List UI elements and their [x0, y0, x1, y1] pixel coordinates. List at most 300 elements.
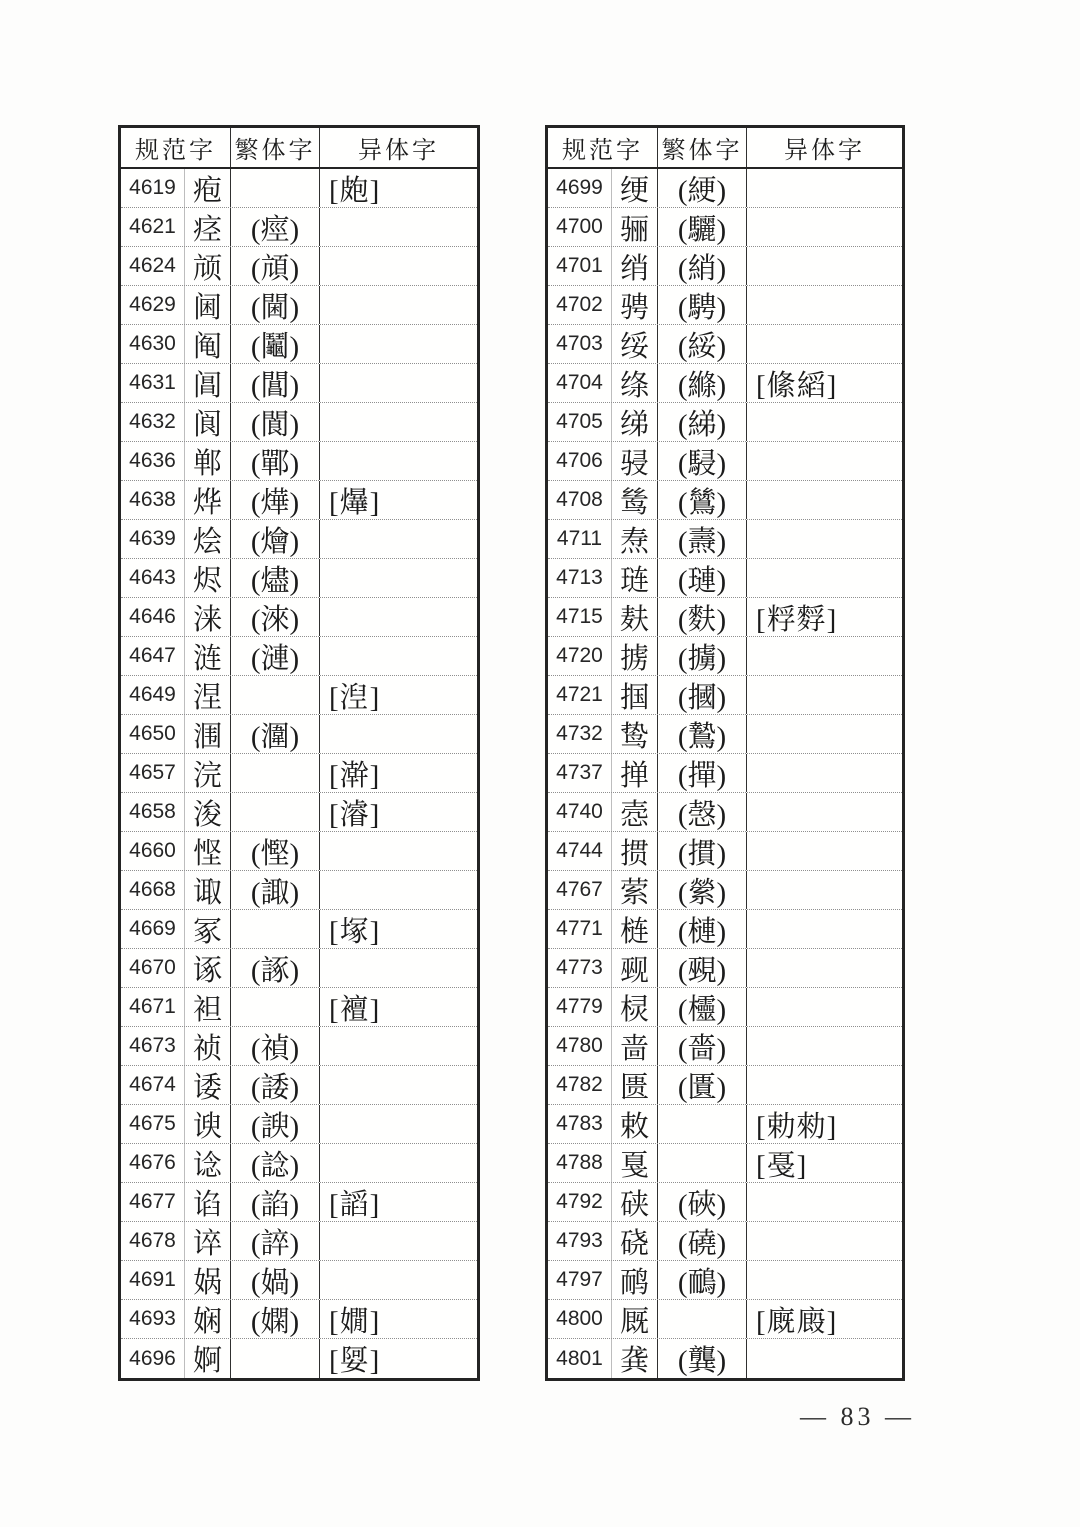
- table-row: [548, 1261, 902, 1300]
- table-row: [548, 1222, 902, 1261]
- sequence-number-cell: 4708: [548, 481, 612, 519]
- traditional-char-cell: (摜): [658, 832, 747, 870]
- variant-char-cell: [戞]: [756, 1149, 808, 1182]
- table-row: [121, 988, 477, 1027]
- traditional-char-cell: (縈): [658, 871, 747, 909]
- sequence-number-cell: 4643: [121, 559, 185, 597]
- standard-char-cell: 鸶: [612, 481, 658, 519]
- standard-char-cell: 涠: [185, 715, 231, 753]
- variant-char-cell: [320, 325, 477, 363]
- table-row: [121, 676, 477, 715]
- sequence-number-cell: 4632: [121, 403, 185, 441]
- variant-char-cell: [320, 949, 477, 987]
- variant-char-cell: [320, 559, 477, 597]
- variant-char-cell: [嫺]: [329, 1305, 381, 1338]
- traditional-char-cell: (諛): [231, 1105, 320, 1143]
- standard-char-cell: 谄: [185, 1183, 231, 1221]
- traditional-char-cell: (頏): [231, 247, 320, 285]
- variant-char-cell: [747, 1066, 902, 1104]
- table-row: [548, 910, 902, 949]
- standard-char-cell: 硗: [612, 1222, 658, 1260]
- table-row: [548, 247, 902, 286]
- traditional-char-cell: (鷥): [658, 481, 747, 519]
- traditional-char-cell: (綃): [658, 247, 747, 285]
- variant-char-cell: [747, 754, 902, 792]
- standard-char-cell: 掼: [612, 832, 658, 870]
- table-row: [121, 1300, 477, 1339]
- standard-char-cell: 涟: [185, 637, 231, 675]
- table-row: [548, 1105, 902, 1144]
- table-row: [548, 1144, 902, 1183]
- table-row: [548, 637, 902, 676]
- traditional-char-cell: (覡): [658, 949, 747, 987]
- variant-char-cell: [747, 520, 902, 558]
- variant-char-cell: [747, 793, 902, 831]
- variant-char-cell: [娿]: [329, 1345, 381, 1377]
- traditional-char-cell: (慳): [231, 832, 320, 870]
- variant-char-cell: [廐廄]: [756, 1305, 838, 1338]
- variant-char-cell: [747, 715, 902, 753]
- sequence-number-cell: 4699: [548, 169, 612, 207]
- variant-char-cell: [747, 871, 902, 909]
- sequence-number-cell: 4676: [121, 1144, 185, 1182]
- traditional-char-cell: [658, 1105, 747, 1143]
- sequence-number-cell: 4619: [121, 169, 185, 207]
- table-row: [548, 481, 902, 520]
- variant-char-cell: [320, 715, 477, 753]
- standard-char-cell: 浣: [185, 754, 231, 792]
- standard-char-cell: 戛: [612, 1144, 658, 1182]
- standard-char-cell: 祯: [185, 1027, 231, 1065]
- table-row: [121, 286, 477, 325]
- table-row: [121, 754, 477, 793]
- table-row: [121, 637, 477, 676]
- traditional-char-cell: [231, 169, 320, 207]
- standard-char-cell: 匮: [612, 1066, 658, 1104]
- traditional-char-cell: [231, 910, 320, 948]
- traditional-char-cell: [658, 1144, 747, 1182]
- standard-char-cell: 涅: [185, 676, 231, 714]
- sequence-number-cell: 4703: [548, 325, 612, 363]
- standard-char-cell: 骋: [612, 286, 658, 324]
- table-row: [121, 1261, 477, 1300]
- traditional-char-cell: (磽): [658, 1222, 747, 1260]
- standard-char-cell: 鸷: [612, 715, 658, 753]
- traditional-char-cell: (諏): [231, 871, 320, 909]
- traditional-char-cell: (鬮): [231, 325, 320, 363]
- table-body: [121, 169, 477, 1378]
- sequence-number-cell: 4779: [548, 988, 612, 1026]
- standard-char-cell: 阆: [185, 403, 231, 441]
- standard-char-cell: 浚: [185, 793, 231, 831]
- variant-char-cell: [襢]: [329, 993, 381, 1026]
- table-row: [548, 1300, 902, 1339]
- sequence-number-cell: 4797: [548, 1261, 612, 1299]
- variant-char-cell: [澣]: [329, 759, 381, 792]
- traditional-char-cell: (綆): [658, 169, 747, 207]
- table-row: [121, 1339, 477, 1378]
- variant-char-cell: [320, 286, 477, 324]
- table-row: [121, 949, 477, 988]
- table-row: [548, 754, 902, 793]
- variant-char-cell: [747, 832, 902, 870]
- variant-char-cell: [320, 637, 477, 675]
- sequence-number-cell: 4771: [548, 910, 612, 948]
- variant-char-cell: [747, 286, 902, 324]
- sequence-number-cell: 4638: [121, 481, 185, 519]
- sequence-number-cell: 4705: [548, 403, 612, 441]
- table-row: [548, 988, 902, 1027]
- traditional-char-cell: (槤): [658, 910, 747, 948]
- traditional-char-cell: (嫻): [231, 1300, 320, 1338]
- standard-char-cell: 掴: [612, 676, 658, 714]
- sequence-number-cell: 4630: [121, 325, 185, 363]
- table-row: [121, 481, 477, 520]
- traditional-char-cell: (綈): [658, 403, 747, 441]
- traditional-char-cell: (漣): [231, 637, 320, 675]
- table-row: [121, 1105, 477, 1144]
- standard-char-cell: 诹: [185, 871, 231, 909]
- table-row: [121, 1222, 477, 1261]
- sequence-number-cell: 4788: [548, 1144, 612, 1182]
- sequence-number-cell: 4800: [548, 1300, 612, 1338]
- traditional-char-cell: (硤): [658, 1183, 747, 1221]
- table-row: [121, 559, 477, 598]
- standard-char-cell: 烨: [185, 481, 231, 519]
- standard-char-cell: 谀: [185, 1105, 231, 1143]
- variant-char-cell: [747, 637, 902, 675]
- sequence-number-cell: 4668: [121, 871, 185, 909]
- variant-char-cell: [747, 247, 902, 285]
- variant-char-cell: [320, 520, 477, 558]
- traditional-char-cell: (綏): [658, 325, 747, 363]
- standard-char-cell: 谇: [185, 1222, 231, 1260]
- traditional-char-cell: (駸): [658, 442, 747, 480]
- page-number: — 83 —: [800, 1402, 915, 1431]
- standard-char-cell: 敕: [612, 1105, 658, 1143]
- traditional-char-cell: (燼): [231, 559, 320, 597]
- standard-char-cell: 觋: [612, 949, 658, 987]
- table-row: [548, 793, 902, 832]
- sequence-number-cell: 4621: [121, 208, 185, 246]
- variant-char-cell: [747, 1027, 902, 1065]
- table-row: [548, 1066, 902, 1105]
- header-variant-char: 异体字: [358, 138, 439, 164]
- table-row: [548, 442, 902, 481]
- sequence-number-cell: 4767: [548, 871, 612, 909]
- sequence-number-cell: 4669: [121, 910, 185, 948]
- traditional-char-cell: (縧): [658, 364, 747, 402]
- table-header-row: [548, 128, 902, 169]
- sequence-number-cell: 4711: [548, 520, 612, 558]
- variant-char-cell: [747, 910, 902, 948]
- sequence-number-cell: 4696: [121, 1339, 185, 1378]
- table-row: [548, 364, 902, 403]
- standard-char-cell: 诼: [185, 949, 231, 987]
- table-row: [121, 1066, 477, 1105]
- table-row: [548, 832, 902, 871]
- variant-char-cell: [320, 247, 477, 285]
- traditional-char-cell: (閬): [231, 403, 320, 441]
- sequence-number-cell: 4700: [548, 208, 612, 246]
- traditional-char-cell: (閫): [231, 286, 320, 324]
- table-row: [548, 403, 902, 442]
- variant-char-cell: [絛縚]: [756, 369, 838, 402]
- standard-char-cell: 绠: [612, 169, 658, 207]
- table-row: [548, 949, 902, 988]
- traditional-char-cell: (燾): [658, 520, 747, 558]
- traditional-char-cell: (諉): [231, 1066, 320, 1104]
- variant-char-cell: [320, 1027, 477, 1065]
- standard-char-cell: 硖: [612, 1183, 658, 1221]
- standard-char-cell: 阄: [185, 325, 231, 363]
- standard-chars-table-right: [545, 125, 905, 1381]
- table-body: [548, 169, 902, 1378]
- traditional-char-cell: (諂): [231, 1183, 320, 1221]
- traditional-char-cell: (璉): [658, 559, 747, 597]
- standard-char-cell: 郸: [185, 442, 231, 480]
- traditional-char-cell: [231, 754, 320, 792]
- standard-char-cell: 焘: [612, 520, 658, 558]
- standard-char-cell: 婀: [185, 1339, 231, 1378]
- sequence-number-cell: 4657: [121, 754, 185, 792]
- variant-char-cell: [濬]: [329, 798, 381, 831]
- traditional-char-cell: (淶): [231, 598, 320, 636]
- sequence-number-cell: 4713: [548, 559, 612, 597]
- sequence-number-cell: 4647: [121, 637, 185, 675]
- table-row: [121, 247, 477, 286]
- table-row: [548, 520, 902, 559]
- table-row: [121, 1183, 477, 1222]
- variant-char-cell: [747, 988, 902, 1026]
- table-row: [548, 559, 902, 598]
- traditional-char-cell: (摑): [658, 676, 747, 714]
- table-row: [121, 169, 477, 208]
- variant-char-cell: [747, 1183, 902, 1221]
- table-row: [121, 871, 477, 910]
- standard-char-cell: 琏: [612, 559, 658, 597]
- variant-char-cell: [747, 169, 902, 207]
- table-row: [121, 715, 477, 754]
- standard-char-cell: 绡: [612, 247, 658, 285]
- standard-char-cell: 娲: [185, 1261, 231, 1299]
- sequence-number-cell: 4631: [121, 364, 185, 402]
- sequence-number-cell: 4721: [548, 676, 612, 714]
- variant-char-cell: [747, 208, 902, 246]
- table-row: [548, 1339, 902, 1378]
- variant-char-cell: [爗]: [329, 486, 381, 519]
- variant-char-cell: [747, 559, 902, 597]
- sequence-number-cell: 4678: [121, 1222, 185, 1260]
- table-row: [121, 1027, 477, 1066]
- traditional-char-cell: (麩): [658, 598, 747, 636]
- standard-char-cell: 骎: [612, 442, 658, 480]
- traditional-char-cell: (媧): [231, 1261, 320, 1299]
- traditional-char-cell: (諑): [231, 949, 320, 987]
- sequence-number-cell: 4715: [548, 598, 612, 636]
- sequence-number-cell: 4670: [121, 949, 185, 987]
- standard-char-cell: 掳: [612, 637, 658, 675]
- traditional-char-cell: (騁): [658, 286, 747, 324]
- traditional-char-cell: (諗): [231, 1144, 320, 1182]
- standard-char-cell: 悫: [612, 793, 658, 831]
- sequence-number-cell: 4693: [121, 1300, 185, 1338]
- standard-char-cell: 掸: [612, 754, 658, 792]
- sequence-number-cell: 4624: [121, 247, 185, 285]
- traditional-char-cell: (匱): [658, 1066, 747, 1104]
- sequence-number-cell: 4793: [548, 1222, 612, 1260]
- sequence-number-cell: 4701: [548, 247, 612, 285]
- variant-char-cell: [320, 1261, 477, 1299]
- traditional-char-cell: (擄): [658, 637, 747, 675]
- standard-char-cell: 痉: [185, 208, 231, 246]
- table-row: [548, 325, 902, 364]
- standard-char-cell: 厩: [612, 1300, 658, 1338]
- header-traditional-char: 繁体字: [231, 128, 320, 167]
- sequence-number-cell: 4650: [121, 715, 185, 753]
- table-row: [121, 208, 477, 247]
- variant-char-cell: [747, 676, 902, 714]
- variant-char-cell: [320, 1144, 477, 1182]
- variant-char-cell: [謟]: [329, 1188, 381, 1221]
- sequence-number-cell: 4673: [121, 1027, 185, 1065]
- traditional-char-cell: (燁): [231, 481, 320, 519]
- traditional-char-cell: [658, 1300, 747, 1338]
- standard-char-cell: 萦: [612, 871, 658, 909]
- table-row: [121, 1144, 477, 1183]
- variant-char-cell: [747, 1339, 902, 1378]
- sequence-number-cell: 4639: [121, 520, 185, 558]
- sequence-number-cell: 4740: [548, 793, 612, 831]
- table-row: [121, 793, 477, 832]
- variant-char-cell: [747, 1261, 902, 1299]
- standard-char-cell: 鸸: [612, 1261, 658, 1299]
- standard-char-cell: 悭: [185, 832, 231, 870]
- header-variant-char: 异体字: [784, 138, 865, 164]
- sequence-number-cell: 4649: [121, 676, 185, 714]
- sequence-number-cell: 4706: [548, 442, 612, 480]
- standard-char-cell: 诿: [185, 1066, 231, 1104]
- table-row: [121, 442, 477, 481]
- variant-char-cell: [勅勑]: [756, 1110, 838, 1143]
- sequence-number-cell: 4792: [548, 1183, 612, 1221]
- variant-char-cell: [320, 1222, 477, 1260]
- standard-char-cell: 绥: [612, 325, 658, 363]
- traditional-char-cell: (閶): [231, 364, 320, 402]
- header-standard-char: 规范字: [548, 128, 658, 167]
- table-row: [548, 169, 902, 208]
- table-row: [548, 598, 902, 637]
- table-row: [548, 676, 902, 715]
- sequence-number-cell: 4658: [121, 793, 185, 831]
- variant-char-cell: [747, 481, 902, 519]
- sequence-number-cell: 4646: [121, 598, 185, 636]
- sequence-number-cell: 4660: [121, 832, 185, 870]
- sequence-number-cell: 4671: [121, 988, 185, 1026]
- traditional-char-cell: (潿): [231, 715, 320, 753]
- standard-char-cell: 颃: [185, 247, 231, 285]
- traditional-char-cell: (鷙): [658, 715, 747, 753]
- sequence-number-cell: 4677: [121, 1183, 185, 1221]
- header-traditional-char: 繁体字: [658, 128, 747, 167]
- variant-char-cell: [747, 1222, 902, 1260]
- variant-char-cell: [湼]: [329, 681, 381, 714]
- traditional-char-cell: (欞): [658, 988, 747, 1026]
- sequence-number-cell: 4720: [548, 637, 612, 675]
- traditional-char-cell: (撣): [658, 754, 747, 792]
- table-row: [121, 598, 477, 637]
- variant-char-cell: [320, 442, 477, 480]
- standard-char-cell: 袒: [185, 988, 231, 1026]
- standard-char-cell: 娴: [185, 1300, 231, 1338]
- variant-char-cell: [747, 403, 902, 441]
- standard-chars-table-left: [118, 125, 480, 1381]
- traditional-char-cell: [231, 676, 320, 714]
- traditional-char-cell: (鴯): [658, 1261, 747, 1299]
- variant-char-cell: [320, 208, 477, 246]
- standard-char-cell: 烬: [185, 559, 231, 597]
- standard-char-cell: 涞: [185, 598, 231, 636]
- traditional-char-cell: (鄲): [231, 442, 320, 480]
- traditional-char-cell: (嗇): [658, 1027, 747, 1065]
- variant-char-cell: [320, 871, 477, 909]
- variant-char-cell: [747, 325, 902, 363]
- standard-char-cell: 梿: [612, 910, 658, 948]
- sequence-number-cell: 4636: [121, 442, 185, 480]
- table-row: [121, 520, 477, 559]
- variant-char-cell: [320, 403, 477, 441]
- traditional-char-cell: (痙): [231, 208, 320, 246]
- standard-char-cell: 麸: [612, 598, 658, 636]
- traditional-char-cell: (誶): [231, 1222, 320, 1260]
- table-row: [121, 910, 477, 949]
- traditional-char-cell: (燴): [231, 520, 320, 558]
- table-row: [548, 1027, 902, 1066]
- sequence-number-cell: 4782: [548, 1066, 612, 1104]
- traditional-char-cell: [231, 988, 320, 1026]
- sequence-number-cell: 4704: [548, 364, 612, 402]
- traditional-char-cell: (驪): [658, 208, 747, 246]
- standard-char-cell: 疱: [185, 169, 231, 207]
- header-standard-char: 规范字: [121, 128, 231, 167]
- traditional-char-cell: (禎): [231, 1027, 320, 1065]
- variant-char-cell: [320, 832, 477, 870]
- table-row: [548, 1183, 902, 1222]
- table-row: [548, 715, 902, 754]
- sequence-number-cell: 4801: [548, 1339, 612, 1378]
- standard-char-cell: 阊: [185, 364, 231, 402]
- variant-char-cell: [320, 598, 477, 636]
- table-row: [548, 871, 902, 910]
- traditional-char-cell: (龔): [658, 1339, 747, 1378]
- sequence-number-cell: 4674: [121, 1066, 185, 1104]
- table-row: [121, 364, 477, 403]
- standard-char-cell: 龚: [612, 1339, 658, 1378]
- sequence-number-cell: 4744: [548, 832, 612, 870]
- sequence-number-cell: 4773: [548, 949, 612, 987]
- traditional-char-cell: [231, 1339, 320, 1378]
- table-row: [121, 325, 477, 364]
- traditional-char-cell: (愨): [658, 793, 747, 831]
- sequence-number-cell: 4691: [121, 1261, 185, 1299]
- standard-char-cell: 冢: [185, 910, 231, 948]
- table-row: [121, 403, 477, 442]
- sequence-number-cell: 4629: [121, 286, 185, 324]
- standard-char-cell: 谂: [185, 1144, 231, 1182]
- standard-char-cell: 啬: [612, 1027, 658, 1065]
- sequence-number-cell: 4675: [121, 1105, 185, 1143]
- standard-char-cell: 绦: [612, 364, 658, 402]
